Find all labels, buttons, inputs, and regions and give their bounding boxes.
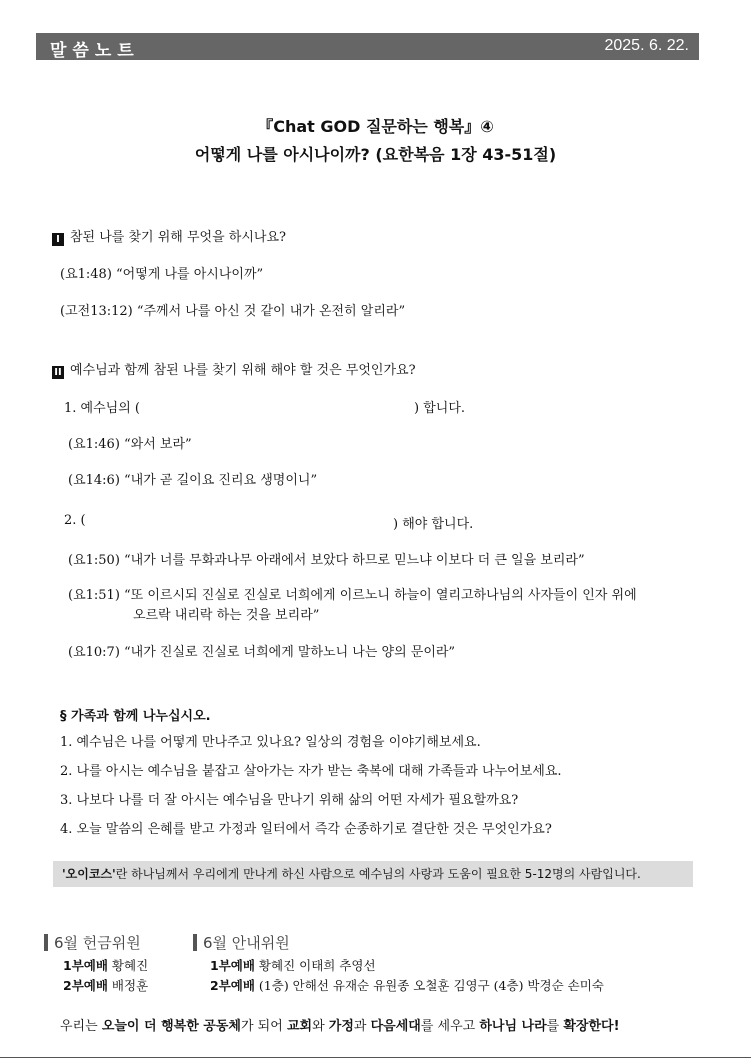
offering-row <box>63 956 148 974</box>
vision-text: 우리는 <box>60 1019 102 1034</box>
section2-question-text: 예수님과 함께 참된 나를 찾기 위해 해야 할 것은 무엇인가요? <box>70 363 416 378</box>
share-question: 2. 나를 아시는 예수님을 붙잡고 살아가는 자가 받는 축복에 대해 가족들과 나누어보세요. <box>60 764 562 779</box>
usher-row <box>210 956 376 974</box>
vision-emphasis: 확장한다! <box>563 1019 620 1034</box>
point2-start: 2. ( <box>64 513 86 528</box>
vision-emphasis: 다음세대 <box>370 1019 421 1034</box>
header-title: 말씀노트 <box>50 41 140 61</box>
section1-question <box>52 226 286 246</box>
point2-verse: (요1:51) “또 이르시되 진실로 진실로 너희에게 이르노니 하늘이 열리고하나님의 사자들이 인자 위에 <box>68 588 637 603</box>
section1-verse: (요1:48) “어떻게 나를 아시나이까” <box>60 267 264 282</box>
point2-verse: (요10:7) “내가 진실로 진실로 너희에게 말하노니 나는 양의 문이라” <box>68 645 456 660</box>
section1-verse: (고전13:12) “주께서 나를 아신 것 같이 내가 온전히 알리라” <box>60 304 406 319</box>
section2-question <box>52 359 416 379</box>
usher-row <box>210 976 604 994</box>
service-label: 2부예배 <box>210 978 255 993</box>
offering-committee-title-text: 6월 헌금위원 <box>54 934 141 952</box>
point1-end: ) 합니다. <box>414 401 466 416</box>
share-question: 3. 나보다 나를 더 잘 아시는 예수님을 만나기 위해 삶의 어떤 자세가 필요할까요? <box>60 793 519 808</box>
vision-emphasis: 교회 <box>286 1019 313 1034</box>
oikos-definition <box>53 861 693 887</box>
point1-verse: (요1:46) “와서 보라” <box>68 437 192 452</box>
header-bar <box>36 33 699 60</box>
vision-text: 를 세우고 <box>420 1019 480 1034</box>
service-label: 1부예배 <box>63 958 108 973</box>
section-marker <box>44 934 48 951</box>
committee-names: (1층) 안해선 유재순 유원종 오철훈 김영구 (4층) 박경순 손미숙 <box>258 978 604 993</box>
sermon-title-line1: 『Chat GOD 질문하는 행복』④ <box>257 117 494 136</box>
oikos-text: 란 하나님께서 우리에게 만나게 하신 사람으로 예수님의 사랑과 도움이 필요한 5-12명의 사람입니다. <box>115 867 641 881</box>
point2-verse-cont: 오르락 내리락 하는 것을 보리라” <box>133 608 320 623</box>
sermon-title-line2: 어떻게 나를 아시나이까? (요한복음 1장 43-51절) <box>194 145 557 164</box>
section2-numeral: II <box>52 366 64 379</box>
point2-end: ) 해야 합니다. <box>393 517 474 532</box>
offering-row <box>63 976 148 994</box>
vision-emphasis: 오늘이 더 행복한 공동체 <box>101 1019 241 1034</box>
vision-text: 를 <box>546 1019 564 1034</box>
share-question: 1. 예수님은 나를 어떻게 만나주고 있나요? 일상의 경험을 이야기해보세요. <box>60 735 481 750</box>
share-question: 4. 오늘 말씀의 은혜를 받고 가정과 일터에서 즉각 순종하기로 결단한 것은 무엇인가요? <box>60 822 552 837</box>
point1-start: 1. 예수님의 ( <box>64 401 140 416</box>
section-marker <box>193 934 197 951</box>
offering-committee-title <box>44 932 141 953</box>
oikos-term: '오이코스' <box>62 867 116 881</box>
service-label: 2부예배 <box>63 978 108 993</box>
vision-emphasis: 가정 <box>328 1019 354 1034</box>
service-label: 1부예배 <box>210 958 255 973</box>
vision-statement <box>60 1015 620 1034</box>
committee-names: 황혜진 <box>111 958 149 973</box>
usher-committee-title-text: 6월 안내위원 <box>203 934 290 952</box>
point1-verse: (요14:6) “내가 곧 길이요 진리요 생명이니” <box>68 473 318 488</box>
header-date: 2025. 6. 22. <box>604 37 689 54</box>
vision-emphasis: 하나님 나라 <box>479 1019 547 1034</box>
section1-numeral: I <box>52 233 64 246</box>
point2-verse: (요1:50) “내가 너를 무화과나무 아래에서 보았다 하므로 믿느냐 이보다 더 큰 일을 보리라” <box>68 553 585 568</box>
section1-question-text: 참된 나를 찾기 위해 무엇을 하시나요? <box>70 230 287 245</box>
vision-text: 와 <box>312 1019 329 1034</box>
vision-text: 가 되어 <box>240 1019 287 1034</box>
committee-names: 배정훈 <box>111 978 149 993</box>
usher-committee-title <box>193 932 290 953</box>
vision-text: 과 <box>353 1019 371 1034</box>
share-heading: § 가족과 함께 나누십시오. <box>60 709 211 724</box>
committee-names: 황혜진 이태희 추영선 <box>258 958 376 973</box>
footer-divider <box>0 1057 751 1058</box>
